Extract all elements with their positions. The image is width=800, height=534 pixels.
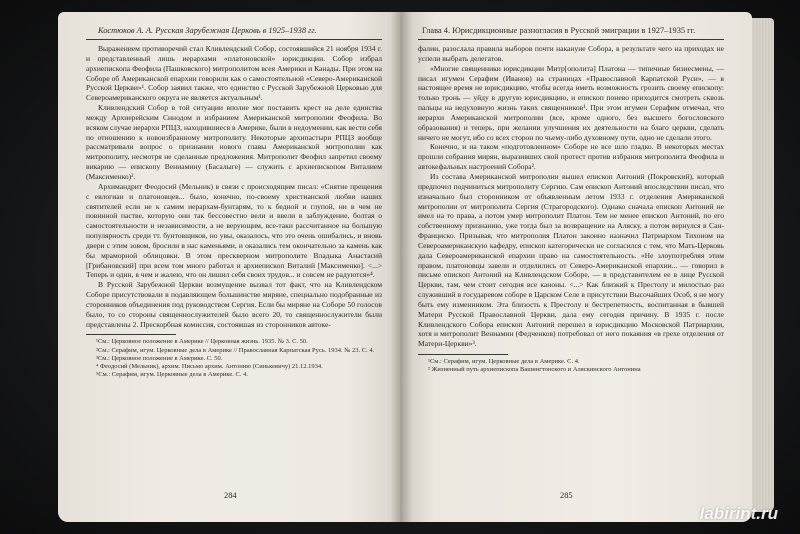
left-page-body [86, 44, 382, 379]
right-page-header: Глава 4. Юрисдикционные разногласия в Русской эмиграции в 1927–1935 гг. [422, 26, 696, 35]
footnote: ² Жизненный путь архиепископа Вашингтонского и Аляскинского Антонина [428, 366, 641, 374]
footnote: ¹См.: Серафим, игум. Церковные дела в Америке. С. 4. [428, 358, 580, 366]
paragraph: «Многие священники юрисдикции Митр[ополита] Платона — типичные бизнесмены, — писал игумен Серафим (Иванов) на страницах «Православной Карпатской Руси», — в настоящее время не юрисдикцию, чтобы всегда иметь возможность грозить своему епископу: только тронь — уйду в другую юрисдикцию, и епископ понево приходится смотреть сквозь пальцы на недуховную жизнь таких священников¹. При этом игумен Серафим отмечал, что иерархи Американской митрополии (все, кроме одного, без высшего богословского образования) и теперь, при желании улучшения их деятельности на благо церкви, сделать ничего не могут, ибо со всех сторон по чьему-либо духовному пути, одно не сделали этого. [418, 63, 724, 142]
right-page-number: 285 [560, 491, 573, 500]
left-footnotes [86, 338, 382, 379]
header-rule [418, 39, 724, 40]
book-gutter-shadow [390, 12, 412, 522]
paragraph: Выражением противоречий стал Кливлендский Собор, состоявшийся 21 ноября 1934 г. и представленный лишь иерархами «платоновской» юрисдикции. Собор избрал архиепископа Феофила (Пашковского) митрополитом всея Америки и Канады. При этом на Соборе об Американской епархии говорили как о самостоятельной «Северо-Американской Русской Церкви»¹. Собор заявил также, что единство с Русской Зарубежной Церковью для Североамериканского округа не является актуальным¹. [86, 44, 382, 103]
footnote-rule [418, 354, 508, 355]
right-footnotes [418, 358, 724, 374]
paragraph: Архимандрит Феодосий (Мельник) в связи с происходящим писал: «Снятие прещения с евлогиан и платоновцев... было, конечно, по-своему христианской любви наших святителей если не к самим иерархам-бунтарям, то к бедной и глупой, ни в чем не повинной пастве, которую они так бессовестно вели и ввели в заблуждение, болтая о самостоятельности и независимости, а не верующим, все-таки рассчитанное на большую популярность среди тт. бунтовщиков, но увы, оказалось, что это очень ошибались, и вновь двери с этим зовом, бросили в нас каменьями, и оказались тем окончательно за камень как бы мраморной облицовки. В этом прескверном митрополите Владыка Анастасий [Грибановский] при всем том много работал и архиепископ Виталий [Максименко]. <...> Теперь и один, в чем и жалею, что он лишил себя своих трудов... и совсем не радуются»⁴. [86, 181, 382, 280]
right-page [400, 12, 752, 522]
page-edges [752, 18, 774, 512]
left-page-header: Костюков А. А. Русская Зарубежная Церковь в 1925–1938 гг. [98, 26, 317, 35]
footnote: ²См.: Серафим, игум. Церковные дела в Америке // Православная Карпатская Русь. 1934. № 23. С. 4. [96, 346, 375, 354]
paragraph: фалии, разослала правила выборов почти накануне Собора, в результате чего на приходах не успели выбрать делегатов. [418, 44, 724, 63]
left-paragraphs [86, 44, 382, 329]
header-rule [86, 39, 382, 40]
right-paragraphs [418, 44, 724, 349]
footnote: ¹См.: Церковное положение в Америке // Церковная жизнь. 1935. № 3. С. 50. [96, 338, 308, 346]
paragraph: Конечно, и на таком «подготовленном» Соборе не все шло гладко. В некоторых местах прошли собрания мирян, выразивших свой протест против избрания митрополита Феофила и автокефальных настроений Собора². [418, 142, 724, 172]
paragraph: В Русской Зарубежной Церкви возмущение вызвал тот факт, что на Кливлендском Соборе присутствовали в подавляющем большинстве миряне, специально подобранные из сторонников объединения под руководством Сергия. Если бы миряне на Соборе 50 голосов было, то со стороны священнослужителей было всего 20, то священнослужители были представлены 2. Прескорбная комиссия, состоявшая из сторонников автоке- [86, 280, 382, 329]
footnote: ³См.: Церковное положение в Америке. С. 50. [96, 354, 223, 362]
left-page-number: 284 [224, 491, 237, 500]
watermark-logo: labirint.ru [699, 504, 778, 523]
footnote: ⁵См.: Серафим, игум. Церковные дела в Америке. С. 4. [96, 371, 248, 379]
left-page [58, 12, 400, 522]
footnote: ⁴ Феодосий (Мельник), архим. Письмо архим. Антонию (Синькевичу) 21.12.1934. [96, 363, 323, 371]
paragraph: Из состава Американской митрополии вышел епископ Антоний (Покровский), который предпочел подчиниться митрополиту Сергию. Сам епископ Антоний впоследствии писал, что изначально был сторонником от объявленным летом 1933 г. отделения Американской митрополии от митрополита Сергия (Страгородского). Однако сначала епископ Антоний не имел на то права, а потом умер митрополит Платон. Тем не менее епископ Антоний, по его собственному признанию, уже тогда был за возвращение на Аляску, а потом вернулся в Сан-Франциско. Призывая, что митрополия Платон законно назначил Патриархом Тихоном на Североамериканскую кафедру, епископ категорически не согласился с тем, что Мать-Церковь дала Североамериканской епархии право на самостоятельность. «Не злоупотребляя этим правом, платоновцы завели и отделились от Северо-Американской епархии... — говорил в письме епископ Антоний на Кливлендском Соборе, — в представителем ее в лице Русской Церкви, там, чем стоит сегодня все каноны. <...> Как близкий к Престолу и милостью раз служивший в государевом соборе в Царском Селе в присутствии Высочайших Особ, я не могу быть ему изменником. Эта близость к Престолу и бестрепетность, воспитанная в бывшей Матери Русской Православной Церкви, дала ему сегодня причину. В 1935 г. после Кливлендского Собора епископ Антоний перешел в юрисдикцию Московской Патриархии, хотя и митрополит Вениамин (Федченков) потребовал от него покаяния «в грехе отделения от Матери-Церкви»³. [418, 171, 724, 349]
footnote-rule [86, 334, 176, 335]
right-page-body [418, 44, 724, 375]
paragraph: Кливлендский Собор в той ситуации вполне мог поставить крест на деле единства между Архиерейским Синодом и избранием Американской митрополии Феофила. Во всяком случае иерархи РПЦЗ, находившиеся в Америке, были в недоумении, как вести себя по отношению к новоизбранному митрополиту. Некоторые архипастыри РПЦЗ вообще рассматривали вопрос о признании нового главы Американской митрополии как митрополиту, несмотря не сделанные предложения. Митрополит Феофил запретил своему викарию — епископу Вениамину (Басалыге) — служить с архиепископом Виталием (Максименко)². [86, 103, 382, 181]
